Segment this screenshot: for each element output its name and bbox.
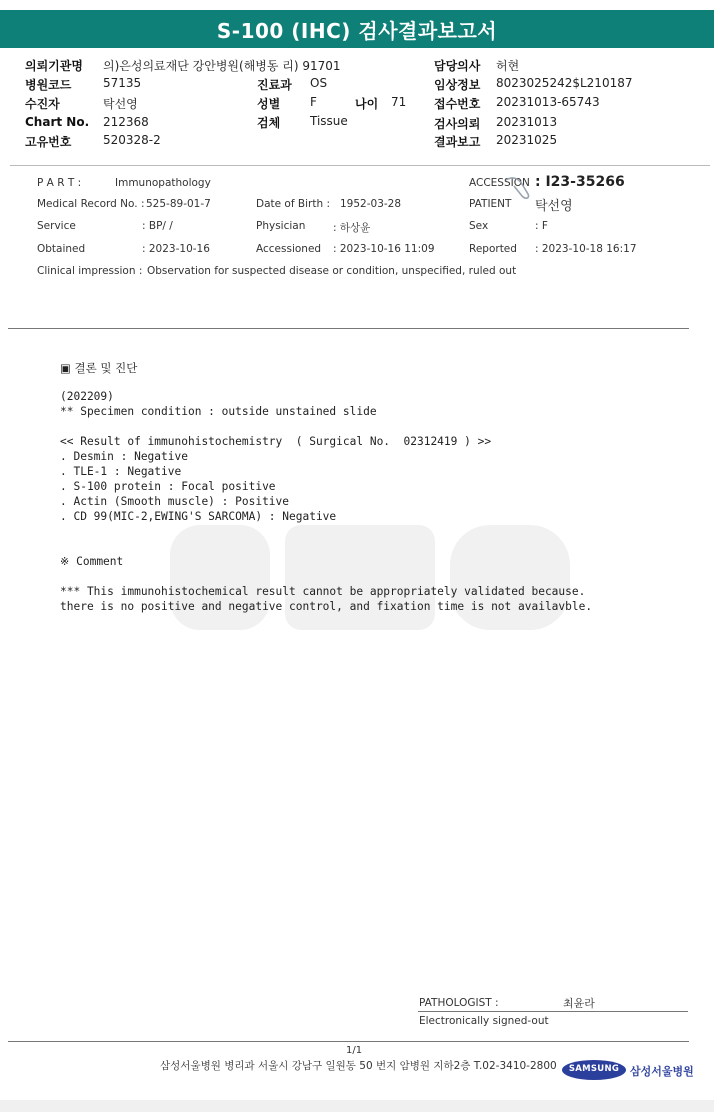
pen-mark-icon <box>500 172 544 204</box>
mrn-value: 525-89-01-7 <box>146 198 211 210</box>
footer-divider <box>8 1041 689 1042</box>
unique-no-label: 고유번호 <box>25 135 72 149</box>
comment-line: there is no positive and negative control, and fixation time is not availavble. <box>60 600 593 613</box>
clinical-impression-value: Observation for suspected disease or condition, unspecified, ruled out <box>147 265 517 277</box>
ihc-result-row: . CD 99(MIC-2,EWING'S SARCOMA) : Negative <box>60 510 337 523</box>
report-title: S-100 (IHC) 검사결과보고서 <box>216 19 498 43</box>
ihc-result-row: . S-100 protein : Focal positive <box>60 480 276 493</box>
specimen-condition: ** Specimen condition : outside unstained slide <box>60 405 377 418</box>
receipt-no-label: 접수번호 <box>434 97 481 111</box>
specimen-label: 검체 <box>257 116 281 130</box>
mrn-label: Medical Record No. : <box>37 198 145 210</box>
dob-value: 1952-03-28 <box>340 198 402 210</box>
request-date-value: 20231013 <box>496 115 558 129</box>
sex-label: 성별 <box>257 97 281 111</box>
report-code: (202209) <box>60 390 114 403</box>
hospital-code-value: 57135 <box>103 76 142 90</box>
accession-label: ACCESSION <box>469 177 530 189</box>
service-label: Service <box>37 220 76 232</box>
physician-value: : 하상윤 <box>333 222 371 234</box>
ihc-result-row: . Desmin : Negative <box>60 450 188 463</box>
comment-line: *** This immunohistochemical result cannot be appropriately validated because. <box>60 585 586 598</box>
reported-label: Reported <box>469 243 517 255</box>
page-number: 1/1 <box>346 1045 363 1056</box>
hospital-code-label: 병원코드 <box>25 78 72 92</box>
signed-out-text: Electronically signed-out <box>419 1015 549 1027</box>
requester-value: 의)은성의료재단 강안병원(해병동 리) 91701 <box>103 59 341 73</box>
patient-value: 탁선영 <box>103 97 138 111</box>
reported-value: : 2023-10-18 16:17 <box>535 243 637 255</box>
info-divider <box>8 328 689 329</box>
part-value: Immunopathology <box>115 177 211 189</box>
clinical-info-label: 임상정보 <box>434 78 481 92</box>
page-bottom-band <box>0 1100 714 1112</box>
dept-value: OS <box>310 76 328 90</box>
sex-info-value: : F <box>535 220 548 232</box>
clinical-impression-label: Clinical impression : <box>37 265 143 277</box>
patient-info-value: 탁선영 <box>535 199 573 214</box>
smc-watermark-icon <box>160 515 580 640</box>
patient-info-label: PATIENT <box>469 198 512 210</box>
header-divider <box>10 165 710 166</box>
ihc-result-row: . TLE-1 : Negative <box>60 465 182 478</box>
accessioned-label: Accessioned <box>256 243 322 255</box>
ihc-result-row: . Actin (Smooth muscle) : Positive <box>60 495 290 508</box>
requester-label: 의뢰기관명 <box>25 59 83 73</box>
unique-no-value: 520328-2 <box>103 133 161 147</box>
doctor-value: 허현 <box>496 59 520 73</box>
pathologist-label: PATHOLOGIST : <box>419 997 499 1009</box>
patient-label: 수진자 <box>25 97 60 111</box>
obtained-label: Obtained <box>37 243 86 255</box>
receipt-no-value: 20231013-65743 <box>496 95 600 109</box>
doctor-label: 담당의사 <box>434 59 481 73</box>
physician-label: Physician <box>256 220 306 232</box>
part-label: P A R T : <box>37 177 82 189</box>
accession-value: : I23-35266 <box>535 174 625 190</box>
specimen-value: Tissue <box>310 114 348 128</box>
diagnosis-section-title: ▣ 결론 및 진단 <box>60 361 138 375</box>
sex-value: F <box>310 95 317 109</box>
accessioned-value: : 2023-10-16 11:09 <box>333 243 435 255</box>
footer-address: 삼성서울병원 병리과 서울시 강남구 일원동 50 번지 암병원 지하2층 T.02-3410-2800 <box>160 1060 557 1072</box>
age-value: 71 <box>391 95 407 109</box>
comment-title: ※ Comment <box>60 555 124 568</box>
ihc-header: << Result of immunohistochemistry ( Surgical No. 02312419 ) >> <box>60 435 492 448</box>
dept-label: 진료과 <box>257 78 292 92</box>
clinical-info-value: 8023025242$L210187 <box>496 76 633 90</box>
pathologist-name: 최윤라 <box>563 997 595 1010</box>
service-value: : BP/ / <box>142 220 173 232</box>
report-title-bar <box>0 10 714 48</box>
result-date-label: 결과보고 <box>434 135 481 149</box>
request-date-label: 검사의뢰 <box>434 117 481 131</box>
sex-info-label: Sex <box>469 220 489 232</box>
chart-no-value: 212368 <box>103 115 149 129</box>
hospital-name: 삼성서울병원 <box>630 1065 694 1078</box>
dob-label: Date of Birth : <box>256 198 330 210</box>
signature-line <box>418 1011 688 1012</box>
chart-no-label: Chart No. <box>25 115 90 129</box>
result-date-value: 20231025 <box>496 133 558 147</box>
logo-text: SAMSUNG <box>568 1064 620 1074</box>
age-label: 나이 <box>355 97 379 111</box>
samsung-logo-icon <box>562 1060 626 1080</box>
obtained-value: : 2023-10-16 <box>142 243 210 255</box>
